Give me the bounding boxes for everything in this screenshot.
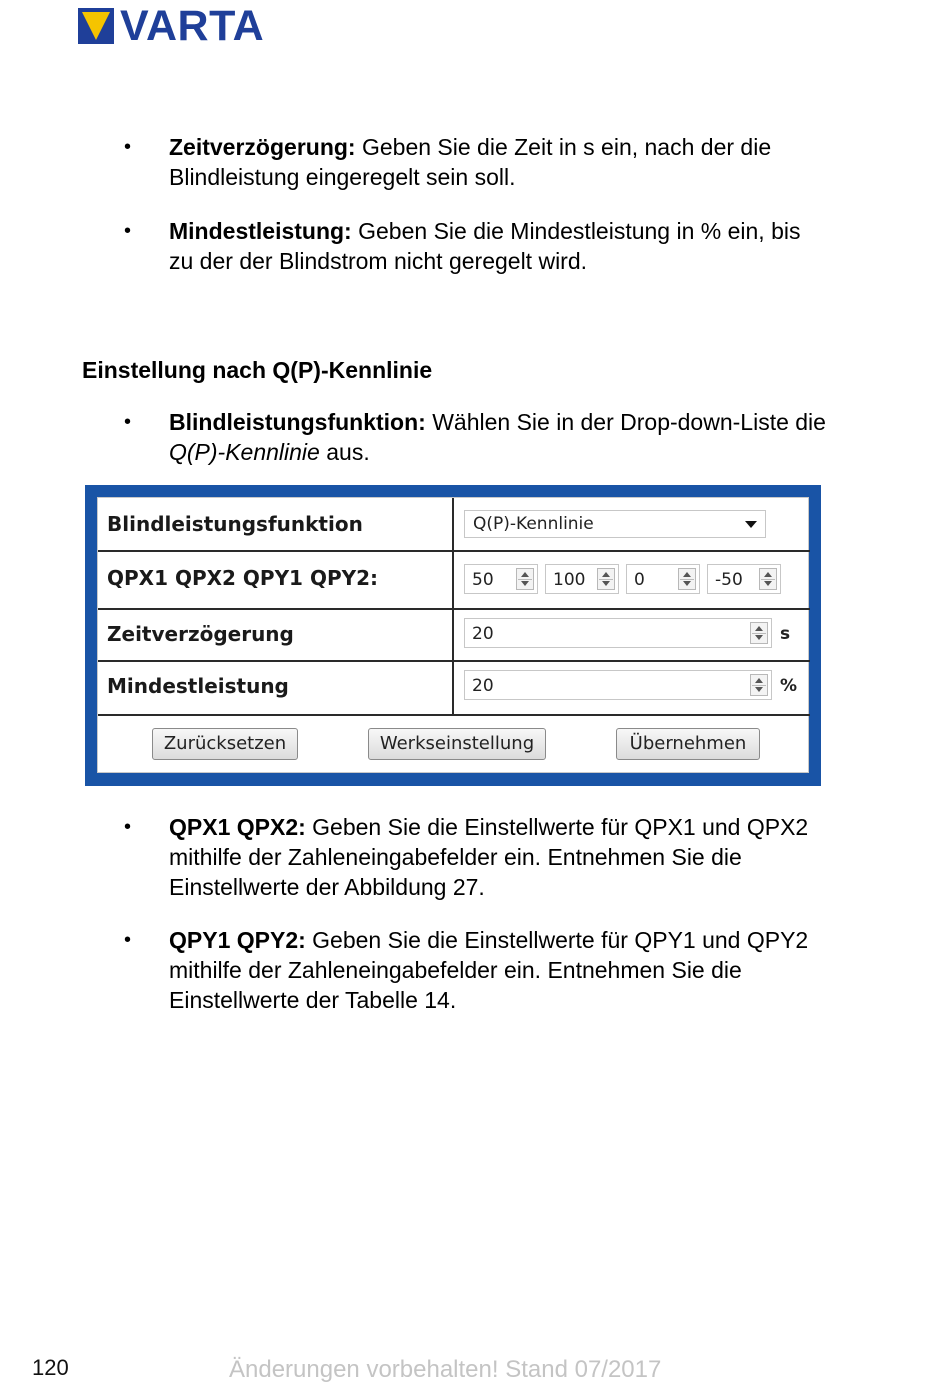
delay-value: 20	[472, 624, 494, 644]
bullet-text-after: aus.	[319, 439, 370, 465]
row-reactive-power-function	[98, 498, 810, 552]
row-qp-values	[98, 550, 810, 610]
bullet-dot-icon: •	[124, 220, 132, 242]
min-power-value: 20	[472, 676, 494, 696]
spinner-arrows-icon[interactable]	[597, 568, 615, 590]
label-qp-values: QPX1 QPX2 QPY1 QPY2:	[107, 566, 378, 590]
spinner-arrows-icon[interactable]	[516, 568, 534, 590]
qpx2-value: 100	[553, 570, 586, 590]
bullet-term: Mindestleistung:	[169, 218, 352, 244]
label-reactive-power-function: Blindleistungsfunktion	[107, 512, 363, 536]
min-power-unit: %	[780, 676, 798, 696]
factory-settings-button[interactable]: Werkseinstellung	[368, 728, 546, 760]
bullet-dot-icon: •	[124, 929, 132, 951]
bullet-text: Geben Sie die Mindestleistung in % ein, bis zu der der Blindstrom nicht geregelt wird.	[169, 218, 801, 274]
bullet-italic: Q(P)-Kennlinie	[169, 439, 320, 465]
bullet-term: QPX1 QPX2:	[169, 814, 306, 840]
bullet-text: Geben Sie die Einstellwerte für QPX1 und QPX2 mithilfe der Zahleneingabefelder ein. Entnehmen Sie die Einstellwerte der Abbildung 27.	[169, 814, 809, 900]
label-delay: Zeitverzögerung	[107, 622, 294, 646]
reactive-power-function-dropdown[interactable]	[464, 510, 766, 538]
row-delay	[98, 608, 810, 662]
label-min-power: Mindestleistung	[107, 674, 289, 698]
dropdown-value: Q(P)-Kennlinie	[473, 514, 594, 534]
brand-name: VARTA	[120, 2, 265, 50]
spinner-arrows-icon[interactable]	[750, 622, 768, 644]
qpy1-value: 0	[634, 570, 645, 590]
page-number: 120	[32, 1355, 69, 1380]
bullet-dot-icon: •	[124, 816, 132, 838]
qpx1-value: 50	[472, 570, 494, 590]
qpx2-stepper[interactable]	[545, 564, 619, 594]
delay-stepper[interactable]	[464, 618, 772, 648]
qpx1-stepper[interactable]	[464, 564, 538, 594]
bullet-text: Geben Sie die Zeit in s ein, nach der die Blindleistung eingeregelt sein soll.	[169, 134, 772, 190]
footer-note: Änderungen vorbehalten! Stand 07/2017	[229, 1356, 662, 1383]
varta-logo-mark	[78, 8, 114, 44]
delay-unit: s	[780, 624, 791, 644]
row-min-power	[98, 660, 810, 716]
chevron-down-icon[interactable]	[745, 521, 757, 528]
reset-button[interactable]: Zurücksetzen	[152, 728, 298, 760]
bullet-text: Wählen Sie in der Drop-down-Liste die	[425, 409, 826, 435]
spinner-arrows-icon[interactable]	[678, 568, 696, 590]
bullet-text: Geben Sie die Einstellwerte für QPY1 und QPY2 mithilfe der Zahleneingabefelder ein. Entnehmen Sie die Einstellwerte der Tabelle 14.	[169, 927, 809, 1013]
reactive-power-settings-panel	[85, 485, 821, 786]
settings-form	[97, 497, 809, 773]
spinner-arrows-icon[interactable]	[759, 568, 777, 590]
bullet-dot-icon: •	[124, 136, 132, 158]
bullet-term: Blindleistungsfunktion:	[169, 409, 426, 435]
bullet-term: QPY1 QPY2:	[169, 927, 306, 953]
apply-button[interactable]: Übernehmen	[616, 728, 760, 760]
qpy1-stepper[interactable]	[626, 564, 700, 594]
min-power-stepper[interactable]	[464, 670, 772, 700]
bullet-term: Zeitverzögerung:	[169, 134, 356, 160]
qpy2-stepper[interactable]	[707, 564, 781, 594]
section-heading: Einstellung nach Q(P)-Kennlinie	[82, 357, 433, 383]
qpy2-value: -50	[715, 570, 743, 590]
varta-logo	[78, 2, 308, 50]
bullet-dot-icon: •	[124, 411, 132, 433]
spinner-arrows-icon[interactable]	[750, 674, 768, 696]
